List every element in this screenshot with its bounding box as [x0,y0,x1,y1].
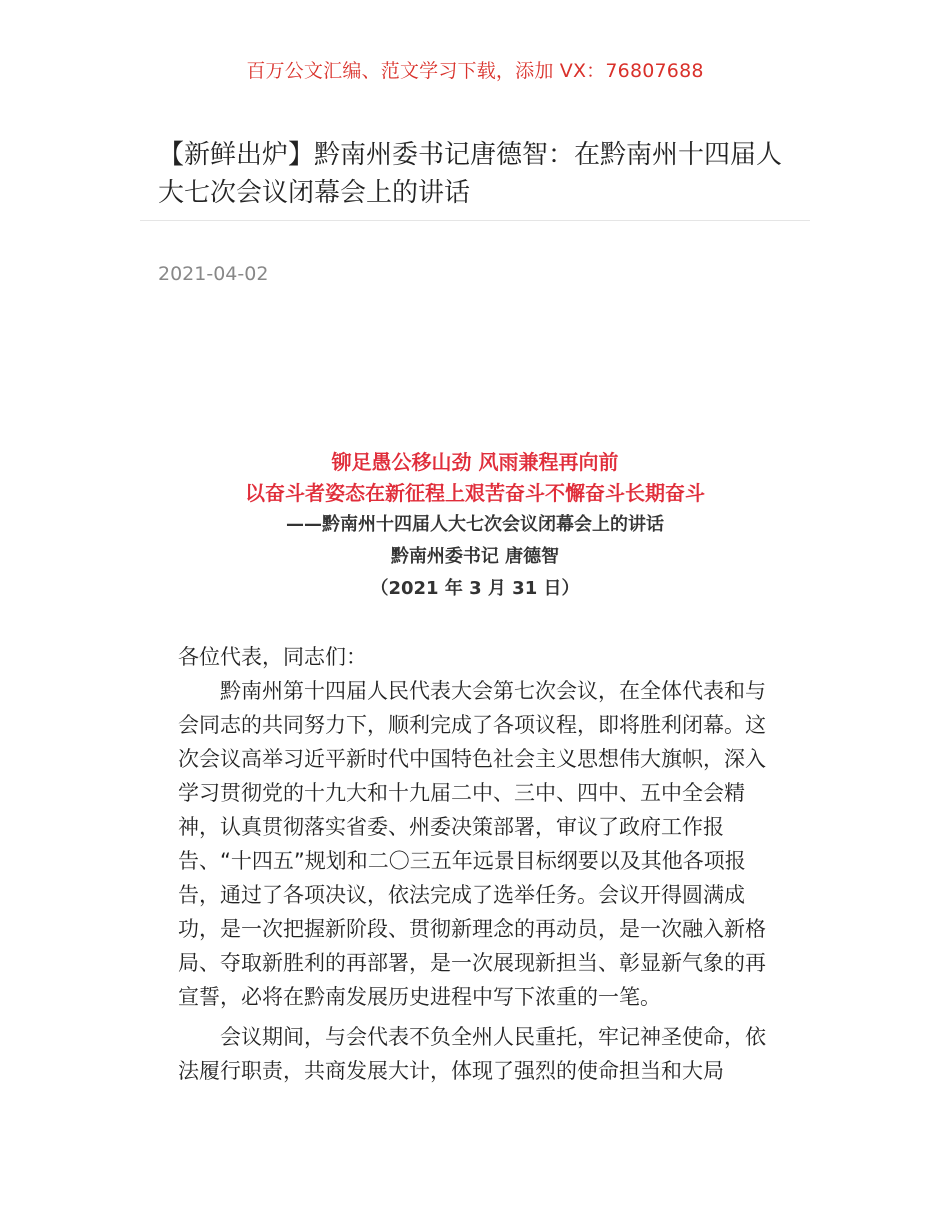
article-body [178,640,774,1088]
doc-author: 黔南州委书记 唐德智 [390,546,560,567]
doc-title-line2: 以奋斗者姿态在新征程上艰苦奋斗不懈奋斗长期奋斗 [245,481,705,505]
article-headline: 【新鲜出炉】黔南州委书记唐德智：在黔南州十四届人大七次会议闭幕会上的讲话 [158,140,783,208]
publish-date: 2021-04-02 [158,263,269,285]
divider [140,220,810,221]
document-title-block [0,447,950,605]
doc-title-line1: 铆足愚公移山劲 风雨兼程再向前 [331,450,619,474]
paragraph: 会议期间，与会代表不负全州人民重托，牢记神圣使命，依法履行职责，共商发展大计，体现了强烈的使命担当和大局 [178,1025,766,1083]
salutation: 各位代表，同志们： [178,645,367,669]
doc-subtitle: ——黔南州十四届人大七次会议闭幕会上的讲话 [286,514,664,535]
paragraph: 黔南州第十四届人民代表大会第七次会议，在全体代表和与会同志的共同努力下，顺利完成了各项议程，即将胜利闭幕。这次会议高举习近平新时代中国特色社会主义思想伟大旗帜，深入学习贯彻党的十九大和十九届二中、三中、四中、五中全会精神，认真贯彻落实省委、州委决策部署，审议了政府工作报告、“十四五”规划和二〇三五年远景目标纲要以及其他各项报告，通过了各项决议，依法完成了选举任务。会议开得圆满成功，是一次把握新阶段、贯彻新理念的再动员，是一次融入新格局、夺取新胜利的再部署，是一次展现新担当、彰显新气象的再宣誓，必将在黔南发展历史进程中写下浓重的一笔。 [178,679,766,1009]
promo-banner[interactable]: 百万公文汇编、范文学习下载，添加 VX：76807688 [246,60,704,82]
doc-date: （2021 年 3 月 31 日） [370,578,580,599]
